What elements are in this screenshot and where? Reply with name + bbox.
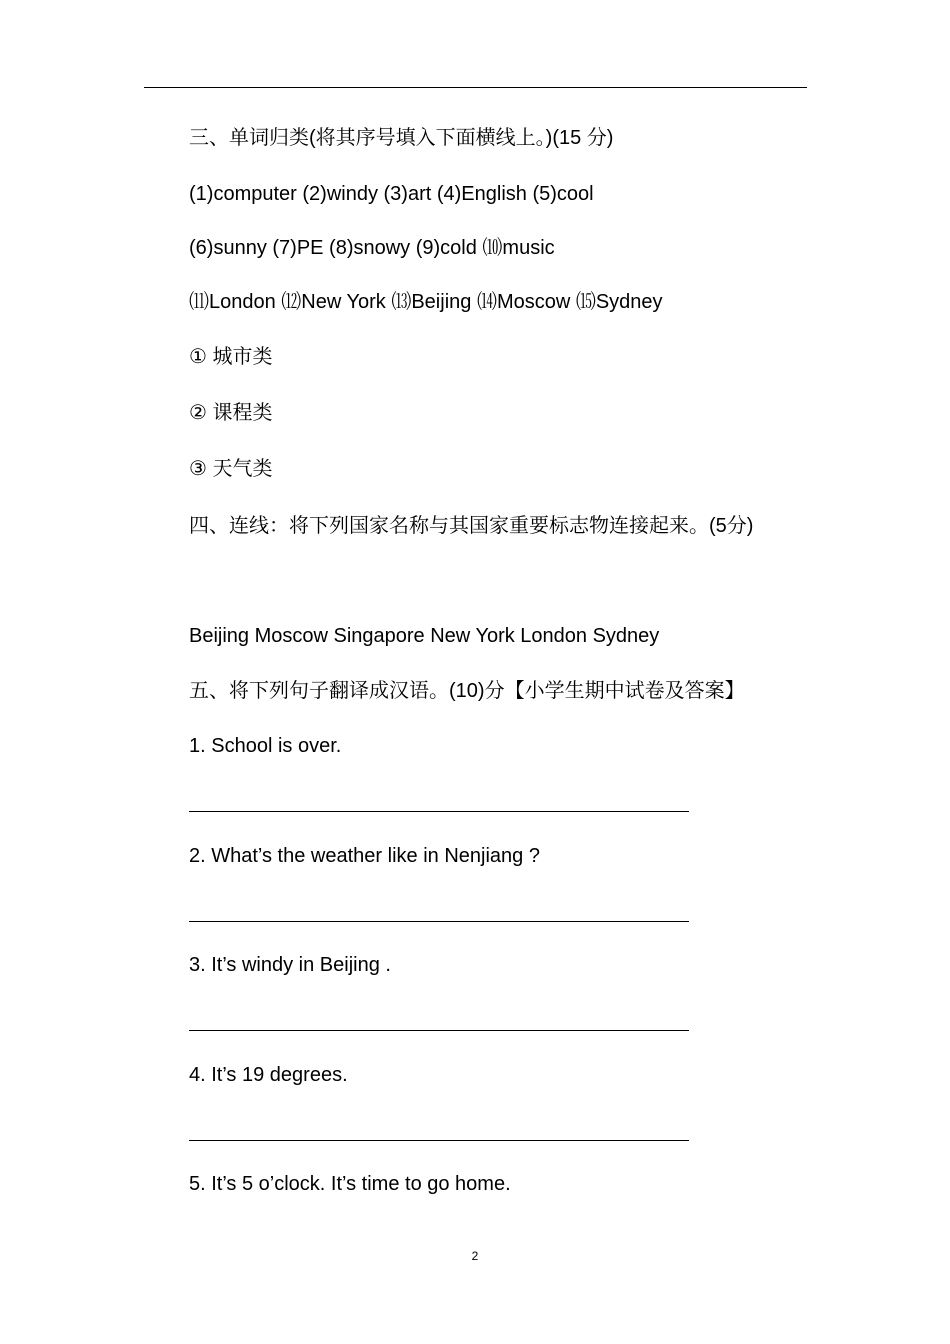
sentence-3: 3. It’s windy in Beijing . [189, 954, 391, 976]
section4-title: 四、连线：将下列国家名称与其国家重要标志物连接起来。(5分) [189, 515, 754, 537]
sentence-4: 4. It’s 19 degrees. [189, 1064, 348, 1086]
answer-line-1[interactable] [189, 811, 689, 812]
sentence-5: 5. It’s 5 o’clock. It’s time to go home. [189, 1173, 511, 1195]
matching-words: Beijing Moscow Singapore New York London Sydney [189, 625, 660, 647]
sentence-1: 1. School is over. [189, 735, 342, 757]
word-list-row-3: ⑾London ⑿New York ⒀Beijing ⒁Moscow ⒂Sydney [189, 291, 663, 313]
header-rule [144, 87, 807, 88]
word-list-row-2: (6)sunny (7)PE (8)snowy (9)cold ⑽music [189, 237, 555, 259]
category-course: ② 课程类 [189, 402, 273, 424]
word-list-row-1: (1)computer (2)windy (3)art (4)English (5)cool [189, 183, 594, 205]
section3-title: 三、单词归类(将其序号填入下面横线上。)(15 分) [189, 127, 614, 149]
answer-line-3[interactable] [189, 1030, 689, 1031]
category-city: ① 城市类 [189, 346, 273, 368]
category-weather: ③ 天气类 [189, 458, 273, 480]
section5-title: 五、将下列句子翻译成汉语。(10)分【小学生期中试卷及答案】 [189, 680, 745, 702]
page-number: 2 [471, 1249, 479, 1263]
sentence-2: 2. What’s the weather like in Nenjiang ? [189, 845, 540, 867]
answer-line-4[interactable] [189, 1140, 689, 1141]
answer-line-2[interactable] [189, 921, 689, 922]
